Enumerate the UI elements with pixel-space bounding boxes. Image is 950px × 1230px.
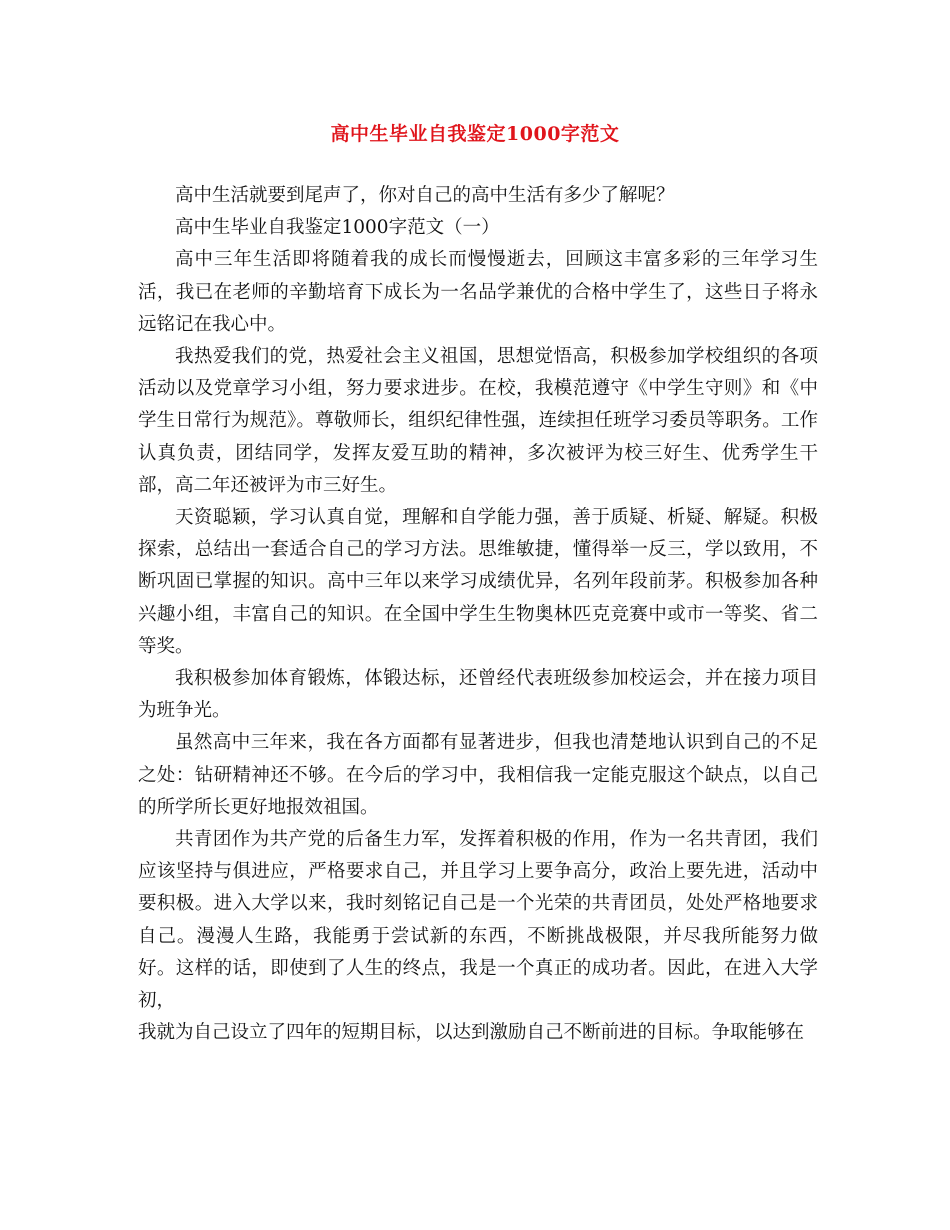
paragraph-8: 共青团作为共产党的后备生力军，发挥着积极的作用，作为一名共青团，我们应该坚持与俱进应，严格要求自己，并且学习上要争高分，政治上要先进，活动中要积极。进入大学以来，我时刻铭记自己是一个光荣的共青团员，处处严格地要求自己。漫漫人生路，我能勇于尝试新的东西，不断挑战极限，并尽我所能努力做好。这样的话，即使到了人生的终点，我是一个真正的成功者。因此，在进入大学初， (138, 829, 818, 1012)
paragraph-4: 我热爱我们的党，热爱社会主义祖国，思想觉悟高，积极参加学校组织的各项活动以及党章学习小组，努力要求进步。在校，我模范遵守《中学生守则》和《中学生日常行为规范》。尊敬师长，组织纪律性强，连续担任班学习委员等职务。工作认真负责，团结同学，发挥友爱互助的精神，多次被评为校三好生、优秀学生干部，高二年还被评为市三好生。 (138, 346, 818, 496)
paragraph-3: 高中三年生活即将随着我的成长而慢慢逝去，回顾这丰富多彩的三年学习生活，我已在老师的辛勤培育下成长为一名品学兼优的合格中学生了，这些日子将永远铭记在我心中。 (138, 249, 818, 335)
document-body (138, 180, 818, 1049)
paragraph-7: 虽然高中三年来，我在各方面都有显著进步，但我也清楚地认识到自己的不足之处：钻研精神还不够。在今后的学习中，我相信我一定能克服这个缺点，以自己的所学所长更好地报效祖国。 (138, 732, 818, 818)
paragraph-9: 我就为自己设立了四年的短期目标，以达到激励自己不断前进的目标。争取能够在 (138, 1022, 805, 1044)
document-title: 高中生毕业自我鉴定1000字范文 (330, 123, 620, 145)
paragraph-intro: 高中生活就要到尾声了，你对自己的高中生活有多少了解呢？ (175, 185, 675, 206)
paragraph-5: 天资聪颖，学习认真自觉，理解和自学能力强，善于质疑、析疑、解疑。积极探索，总结出一套适合自己的学习方法。思维敏捷，懂得举一反三，学以致用，不断巩固已掌握的知识。高中三年以来学习成绩优异，名列年段前茅。积极参加各种兴趣小组，丰富自己的知识。在全国中学生生物奥林匹克竞赛中或市一等奖、省二等奖。 (138, 507, 818, 657)
paragraph-6: 我积极参加体育锻炼，体锻达标，还曾经代表班级参加校运会，并在接力项目为班争光。 (138, 668, 818, 722)
paragraph-subtitle: 高中生毕业自我鉴定1000字范文（一） (175, 217, 500, 239)
